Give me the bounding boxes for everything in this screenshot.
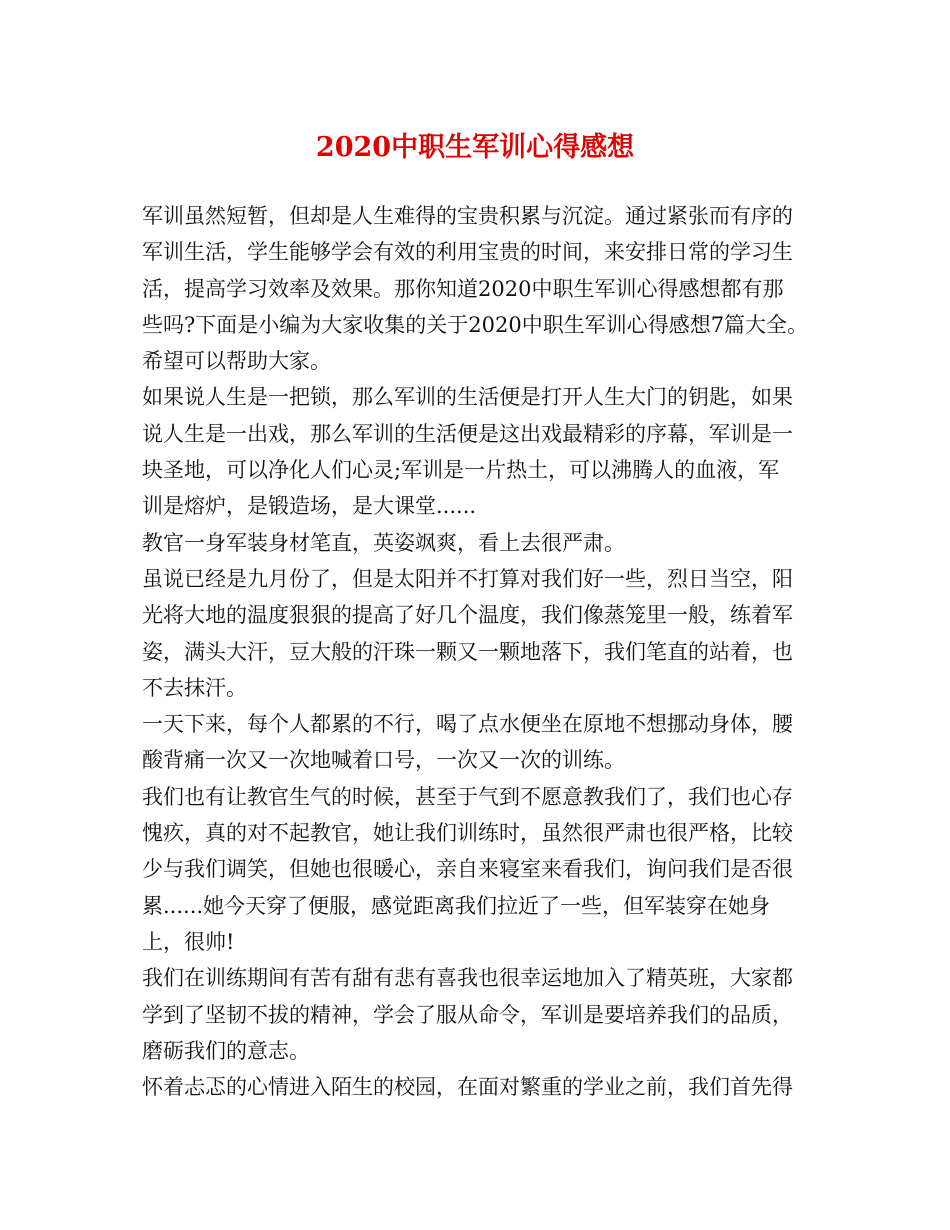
- text-line: 军训生活，学生能够学会有效的利用宝贵的时间，来安排日常的学习生: [142, 240, 793, 265]
- text-line: 说人生是一出戏，那么军训的生活便是这出戏最精彩的序幕，军训是一: [142, 421, 793, 446]
- document-title: 2020中职生军训心得感想: [315, 132, 635, 163]
- text-line: 一天下来，每个人都累的不行，喝了点水便坐在原地不想挪动身体，腰: [142, 712, 793, 737]
- text-line: 教官一身军装身材笔直，英姿飒爽，看上去很严肃。: [142, 530, 625, 555]
- text-line: 姿，满头大汗，豆大般的汗珠一颗又一颗地落下，我们笔直的站着，也: [142, 639, 793, 664]
- text-line: 块圣地，可以净化人们心灵;军训是一片热土，可以沸腾人的血液，军: [142, 458, 780, 483]
- text-line: 少与我们调笑，但她也很暖心，亲自来寝室来看我们，询问我们是否很: [142, 857, 793, 882]
- text-line: 如果说人生是一把锁，那么军训的生活便是打开人生大门的钥匙，如果: [142, 385, 793, 410]
- text-line: 不去抹汗。: [142, 675, 247, 700]
- text-line: 军训虽然短暂，但却是人生难得的宝贵积累与沉淀。通过紧张而有序的: [142, 204, 793, 228]
- text-line: 学到了坚韧不拔的精神，学会了服从命令，军训是要培养我们的品质，: [142, 1002, 793, 1027]
- text-line: 虽说已经是九月份了，但是太阳并不打算对我们好一些，烈日当空，阳: [142, 566, 793, 591]
- text-line: 磨砺我们的意志。: [142, 1038, 310, 1063]
- text-line: 我们也有让教官生气的时候，甚至于气到不愿意教我们了，我们也心存: [142, 784, 793, 809]
- text-line: 活，提高学习效率及效果。那你知道2020中职生军训心得感想都有那: [142, 276, 784, 301]
- text-line: 愧疚，真的对不起教官，她让我们训练时，虽然很严肃也很严格，比较: [142, 821, 793, 846]
- text-line: 怀着忐忑的心情进入陌生的校园，在面对繁重的学业之前，我们首先得: [142, 1075, 793, 1100]
- text-line: 些吗?下面是小编为大家收集的关于2020中职生军训心得感想7篇大全。: [142, 312, 809, 337]
- text-line: 上，很帅!: [142, 929, 235, 954]
- text-line: 我们在训练期间有苦有甜有悲有喜我也很幸运地加入了精英班，大家都: [142, 966, 793, 991]
- text-line: 光将大地的温度狠狠的提高了好几个温度，我们像蒸笼里一般，练着军: [142, 603, 793, 628]
- document-body: [142, 198, 826, 1105]
- text-line: 累......她今天穿了便服，感觉距离我们拉近了一些，但军装穿在她身: [142, 893, 771, 918]
- text-line: 酸背痛一次又一次地喊着口号，一次又一次的训练。: [142, 748, 625, 773]
- text-line: 希望可以帮助大家。: [142, 349, 331, 374]
- text-line: 训是熔炉，是锻造场，是大课堂......: [142, 494, 477, 519]
